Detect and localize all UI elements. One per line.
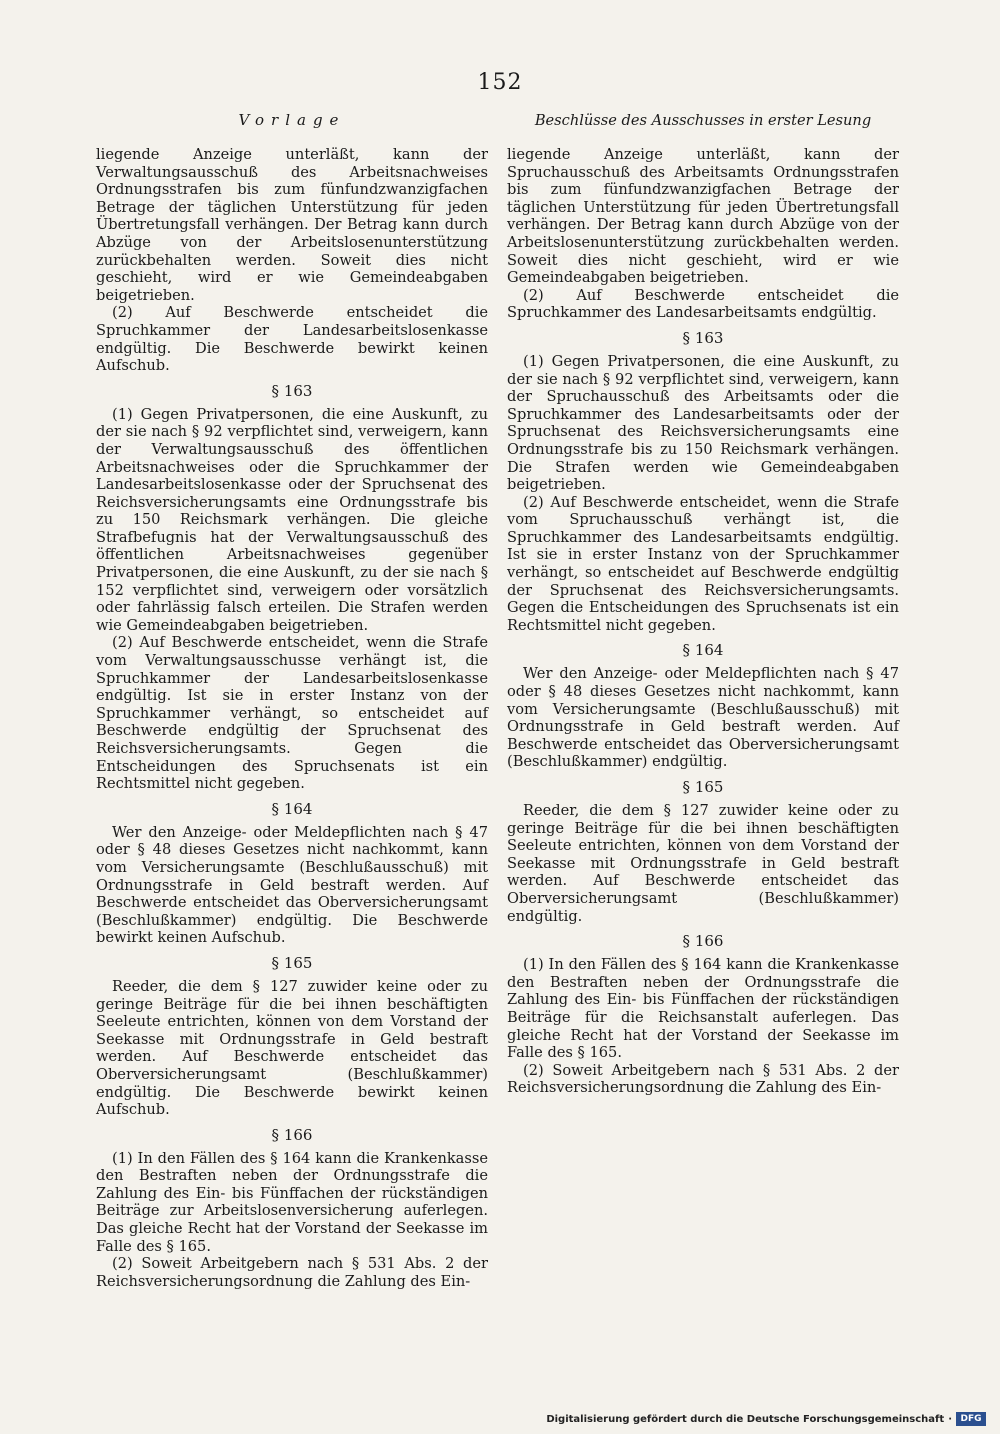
right-column-body — [507, 146, 899, 1097]
section-heading: § 164 — [682, 641, 724, 660]
footer — [546, 1412, 986, 1426]
section-heading: § 166 — [271, 1125, 313, 1144]
section-heading: § 164 — [271, 799, 313, 818]
footer-separator: · — [948, 1413, 952, 1425]
section-heading: § 163 — [271, 381, 313, 400]
paragraph: liegende Anzeige unterläßt, kann der Spruchausschuß des Arbeitsamts Ordnungsstrafen bis zum fünfundzwanzigfachen Betrage der täglichen Unterstützung für jeden Übertretungsfall verhängen. Der Betrag kann durch Abzüge von der Arbeitslosenunterstützung zurückbehalten werden. Soweit dies nicht geschieht, wird er wie Gemeindeabgaben beigetrieben. — [507, 146, 899, 287]
paragraph: liegende Anzeige unterläßt, kann der Verwaltungsausschuß des Arbeitsnachweises Ordnungsstrafen bis zum fünfundzwanzigfachen Betrage der täglichen Unterstützung für jeden Übertretungsfall verhängen. Der Betrag kann durch Abzüge von der Arbeitslosenunterstützung zurückbehalten werden. Soweit dies nicht geschieht, wird er wie Gemeindeabgaben beigetrieben. — [96, 146, 488, 304]
section-heading: § 165 — [271, 953, 313, 972]
section-heading: § 163 — [682, 328, 724, 347]
left-column-heading: Vorlage — [238, 111, 346, 129]
page-number: 152 — [477, 70, 523, 95]
paragraph: (1) In den Fällen des § 164 kann die Krankenkasse den Bestraften neben der Ordnungsstrafe die Zahlung des Ein- bis Fünffachen der rückständigen Beiträge für die Reichsanstalt auferlegen. Das gleiche Recht hat der Vorstand der Seekasse im Falle des § 165. — [507, 956, 899, 1062]
left-column-body — [96, 146, 488, 1290]
paragraph: Wer den Anzeige- oder Meldepflichten nach § 47 oder § 48 dieses Gesetzes nicht nachkommt, kann vom Versicherungsamte (Beschlußausschuß) mit Ordnungsstrafe in Geld bestraft werden. Auf Beschwerde entscheidet das Oberversicherungsamt (Beschlußkammer) endgültig. Die Beschwerde bewirkt keinen Aufschub. — [96, 823, 488, 947]
paragraph: Wer den Anzeige- oder Meldepflichten nach § 47 oder § 48 dieses Gesetzes nicht nachkommt, kann vom Versicherungsamte (Beschlußausschuß) mit Ordnungsstrafe in Geld bestraft werden. Auf Beschwerde entscheidet das Oberversicherungsamt (Beschlußkammer) endgültig. — [507, 665, 899, 771]
dfg-logo: DFG — [956, 1412, 986, 1426]
paragraph: (2) Auf Beschwerde entscheidet die Spruchkammer des Landesarbeitsamts endgültig. — [507, 286, 899, 322]
right-column-heading: Beschlüsse des Ausschusses in erster Lesung — [534, 112, 872, 129]
paragraph: Reeder, die dem § 127 zuwider keine oder zu geringe Beiträge für die bei ihnen beschäftigten Seeleute entrichten, können von dem Vorstand der Seekasse mit Ordnungsstrafe in Geld bestraft werden. Auf Beschwerde entscheidet das Oberversicherungsamt (Beschlußkammer) endgültig. Die Beschwerde bewirkt keinen Aufschub. — [96, 977, 488, 1119]
paragraph: Reeder, die dem § 127 zuwider keine oder zu geringe Beiträge für die bei ihnen beschäftigten Seeleute entrichten, können von dem Vorstand der Seekasse mit Ordnungsstrafe in Geld bestraft werden. Auf Beschwerde entscheidet das Oberversicherungsamt (Beschlußkammer) endgültig. — [507, 802, 899, 925]
paragraph: (2) Auf Beschwerde entscheidet die Spruchkammer der Landesarbeitslosenkasse endgültig. Die Beschwerde bewirkt keinen Aufschub. — [96, 304, 488, 375]
section-heading: § 166 — [682, 932, 724, 951]
left-column — [96, 112, 488, 1290]
paragraph: (2) Soweit Arbeitgebern nach § 531 Abs. 2 der Reichsversicherungsordnung die Zahlung des Ein- — [96, 1255, 488, 1290]
paragraph: (2) Auf Beschwerde entscheidet, wenn die Strafe vom Spruchausschuß verhängt ist, die Spruchkammer des Landesarbeitsamts endgültig. Ist sie in erster Instanz von der Spruchkammer verhängt, so entscheidet auf Beschwerde endgültig der Spruchsenat des Reichsversicherungsamts. Gegen die Entscheidungen des Spruchsenats ist ein Rechtsmittel nicht gegeben. — [507, 493, 899, 634]
paragraph: (2) Soweit Arbeitgebern nach § 531 Abs. 2 der Reichsversicherungsordnung die Zahlung des Ein- — [507, 1061, 899, 1097]
section-heading: § 165 — [682, 778, 724, 796]
footer-credit: Digitalisierung gefördert durch die Deutsche Forschungsgemeinschaft — [546, 1413, 945, 1425]
right-column — [507, 112, 899, 1097]
paragraph: (2) Auf Beschwerde entscheidet, wenn die Strafe vom Verwaltungsausschusse verhängt ist, die Spruchkammer der Landesarbeitslosenkasse endgültig. Ist sie in erster Instanz von der Spruchkammer verhängt, so entscheidet auf Beschwerde endgültig der Spruchsenat des Reichsversicherungsamts. Gegen die Entscheidungen des Spruchsenats ist ein Rechtsmittel nicht gegeben. — [96, 634, 488, 793]
paragraph: (1) Gegen Privatpersonen, die eine Auskunft, zu der sie nach § 92 verpflichtet sind, verweigern, kann der Spruchausschuß des Arbeitsamts oder die Spruchkammer des Landesarbeitsamts oder der Spruchsenat des Reichsversicherungsamts eine Ordnungsstrafe bis zu 150 Reichsmark verhängen. Die Strafen werden wie Gemeindeabgaben beigetrieben. — [507, 352, 899, 494]
paragraph: (1) In den Fällen des § 164 kann die Krankenkasse den Bestraften neben der Ordnungsstrafe die Zahlung des Ein- bis Fünffachen der rückständigen Beiträge zur Arbeitslosenversicherung auferlegen. Das gleiche Recht hat der Vorstand der Seekasse im Falle des § 165. — [96, 1149, 488, 1255]
paragraph: (1) Gegen Privatpersonen, die eine Auskunft, zu der sie nach § 92 verpflichtet sind, verweigern, kann der Verwaltungsausschuß des öffentlichen Arbeitsnachweises oder die Spruchkammer der Landesarbeitslosenkasse oder der Spruchsenat des Reichsversicherungsamts eine Ordnungsstrafe bis zu 150 Reichsmark verhängen. Die gleiche Strafbefugnis hat der Verwaltungsausschuß des öffentlichen Arbeitsnachweises gegenüber Privatpersonen, die eine Auskunft, zu der sie nach § 152 verpflichtet sind, verweigern oder vorsätzlich oder fahrlässig falsch erteilen. Die Strafen werden wie Gemeindeabgaben beigetrieben. — [96, 405, 488, 634]
